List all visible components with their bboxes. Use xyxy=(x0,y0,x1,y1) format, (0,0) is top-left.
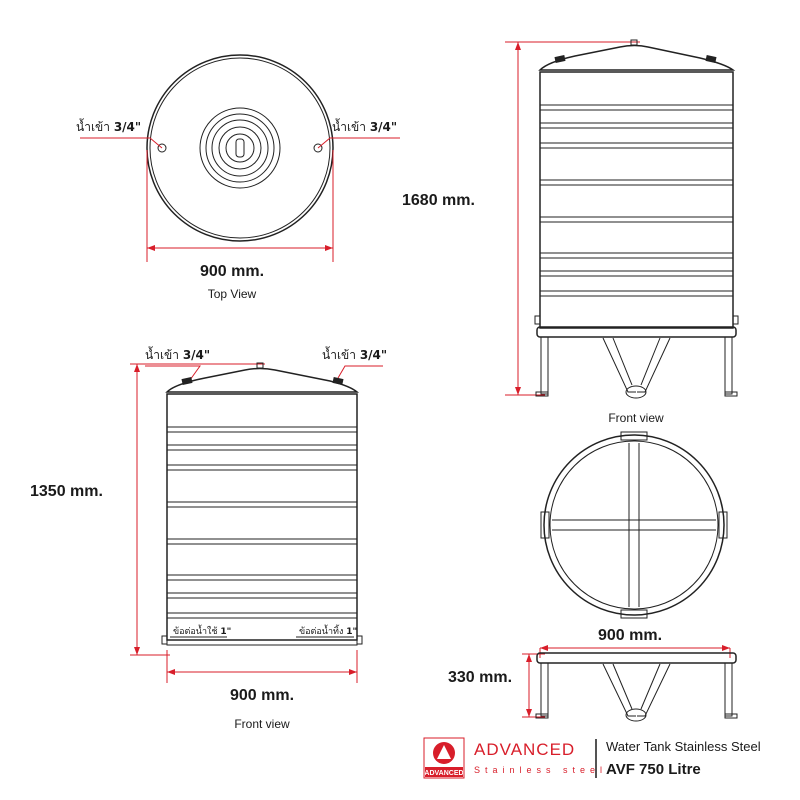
tank-front-caption: Front view xyxy=(234,717,290,731)
logo-text: ADVANCED xyxy=(424,770,464,777)
tank-inlet-left-callout: น้ำเข้า 3/4" xyxy=(145,348,211,362)
front-view-stand xyxy=(402,40,738,425)
top-view xyxy=(76,55,400,301)
stand-inlet-right-icon xyxy=(705,55,716,63)
stand-detail-top-ring xyxy=(537,653,736,663)
top-view-outer-circle xyxy=(147,55,333,241)
top-inlet-left-callout: น้ำเข้า 3/4" xyxy=(76,120,142,134)
front-view-tank xyxy=(30,346,387,731)
stand-tank-roof xyxy=(540,46,733,71)
stand-width-label: 900 mm. xyxy=(597,627,663,644)
stand-detail-hub xyxy=(626,709,646,721)
tank-inlet-right-callout: น้ำเข้า 3/4" xyxy=(322,348,388,362)
stand-outer-ring xyxy=(544,435,724,615)
product-line: Water Tank Stainless Steel xyxy=(606,739,761,754)
lid-handle-icon xyxy=(236,139,244,157)
stand-inlet-left-icon xyxy=(554,55,565,63)
outlet-left-callout: ข้อต่อน้ำใช้ 1" xyxy=(173,627,232,637)
brand-block xyxy=(424,738,761,778)
top-view-caption: Top View xyxy=(207,287,257,301)
stand-height-label: 1680 mm. xyxy=(402,192,475,209)
stand-detail xyxy=(448,627,737,721)
stand-tank-ribs xyxy=(540,105,733,296)
outlet-right-callout: ข้อต่อน้ำทิ้ง 1" xyxy=(299,627,358,637)
brand-logo xyxy=(424,738,464,778)
top-inlet-right-callout: น้ำเข้า 3/4" xyxy=(332,120,398,134)
tank-width-label: 900 mm. xyxy=(229,687,295,704)
tank-inlet-left-icon xyxy=(181,377,192,385)
stand-base-height-label: 330 mm. xyxy=(448,669,513,686)
stand-front-caption: Front view xyxy=(608,411,664,425)
brand-name: ADVANCED xyxy=(474,740,576,759)
tank-ribs xyxy=(167,427,357,618)
product-model: AVF 750 Litre xyxy=(606,761,701,778)
tank-inlet-right-icon xyxy=(332,377,343,385)
stand-leg-left xyxy=(541,337,548,394)
stand-leg-right xyxy=(725,337,732,394)
top-width-label: 900 mm. xyxy=(199,263,265,280)
stand-top-view xyxy=(541,432,727,618)
tank-height-label: 1350 mm. xyxy=(30,483,103,500)
tank-body xyxy=(167,394,357,640)
brand-tagline: Stainless steel xyxy=(474,765,608,775)
